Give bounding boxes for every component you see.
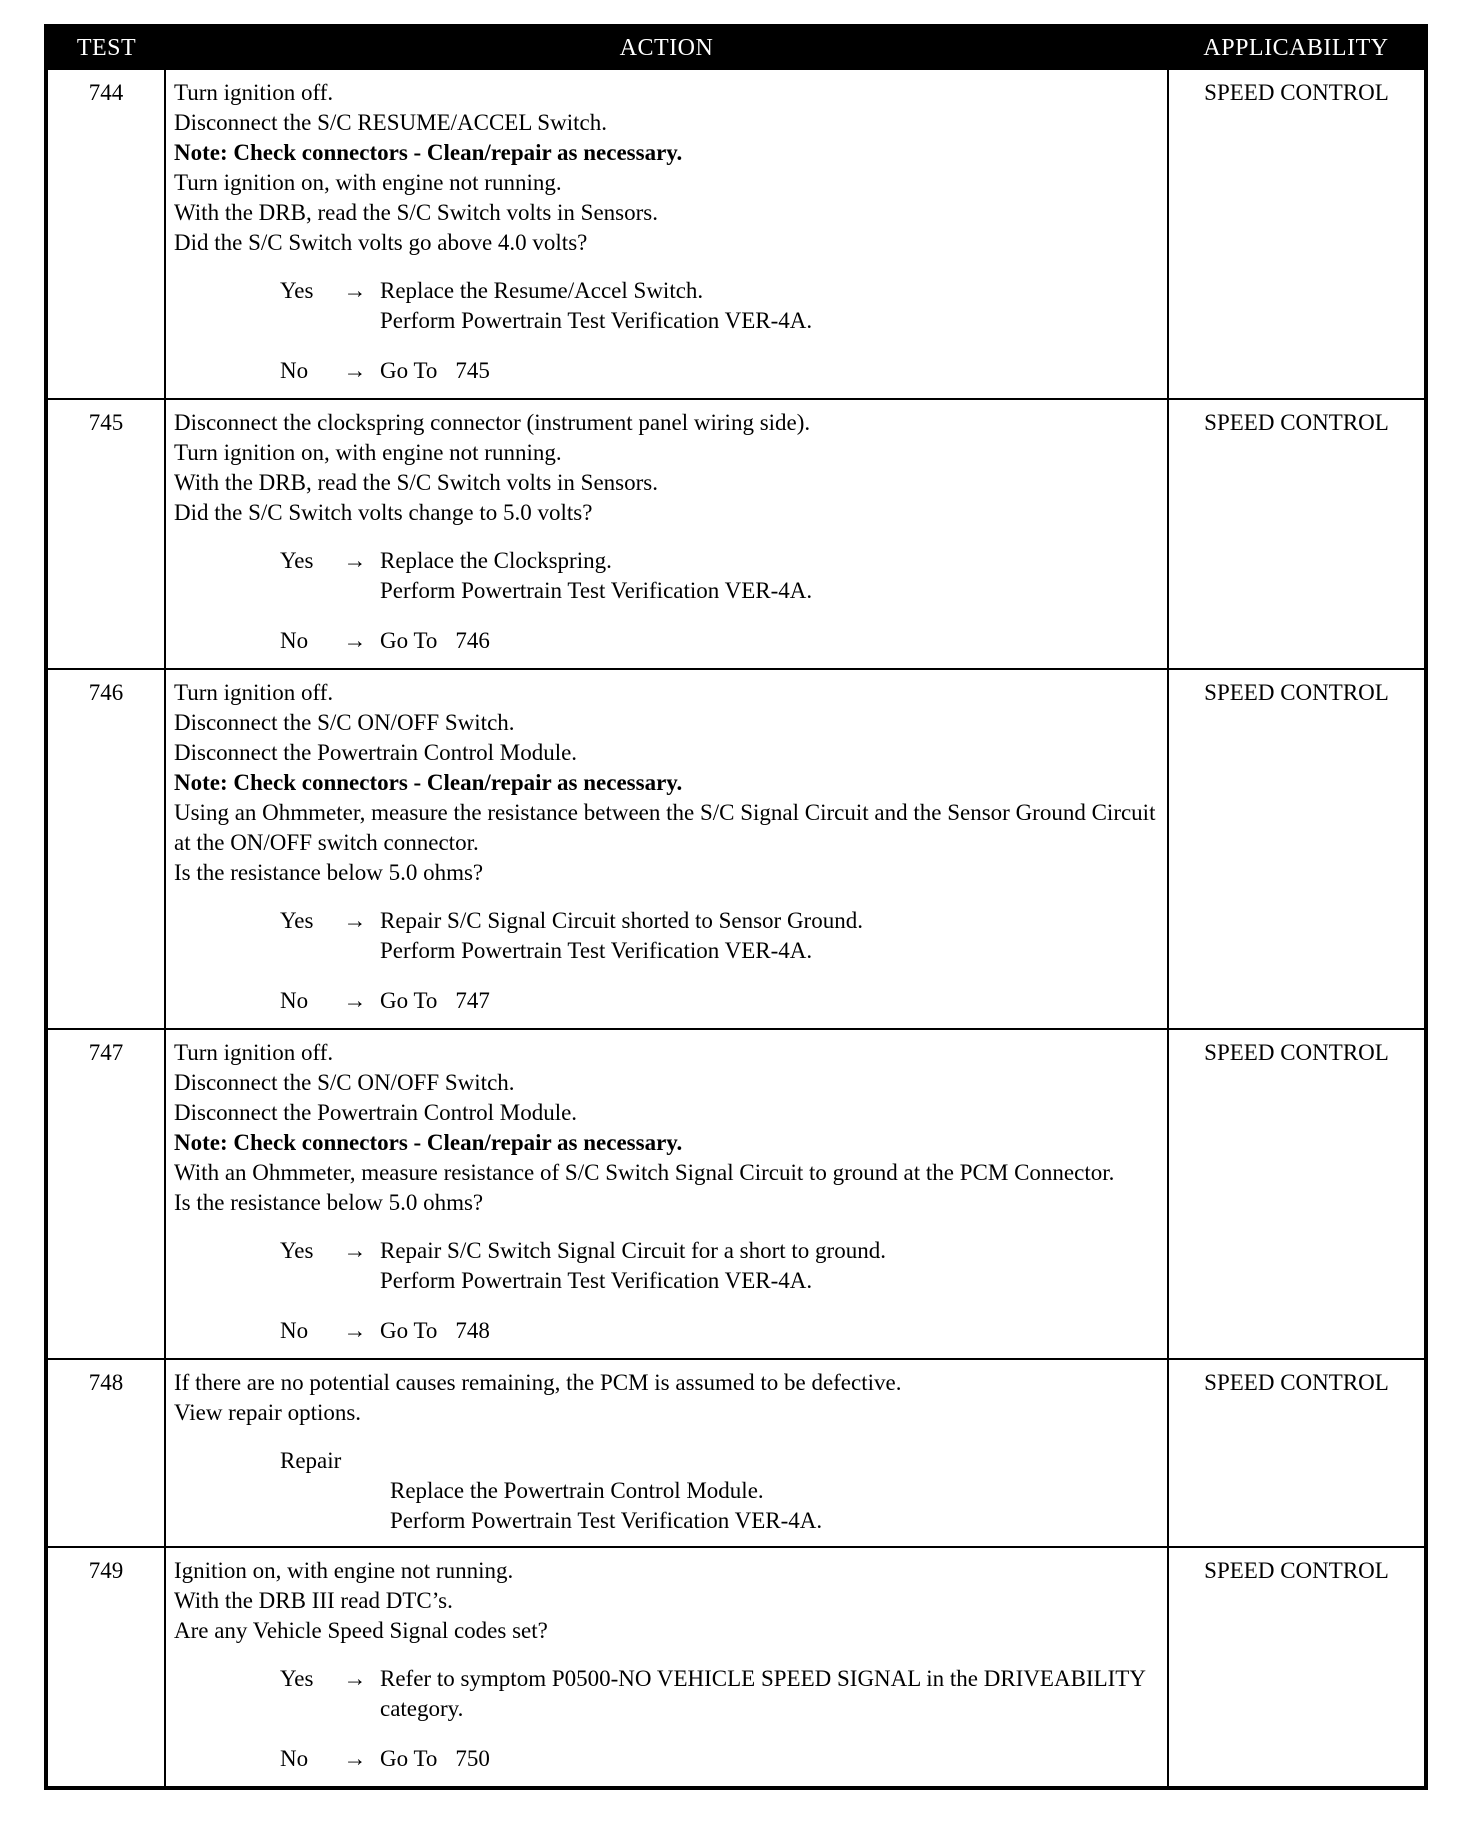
repair-line: Replace the Powertrain Control Module.: [390, 1478, 764, 1503]
goto-target: 745: [455, 358, 490, 383]
table-row: [46, 669, 1426, 1029]
outcome-body: [380, 356, 1167, 386]
table-row: [46, 399, 1426, 669]
arrow-icon: →: [343, 1238, 367, 1263]
outcomes-list: [174, 276, 1167, 386]
action-step: Disconnect the Powertrain Control Module.: [174, 740, 578, 765]
action-step: Turn ignition off.: [174, 680, 334, 705]
outcome-body: [380, 276, 1167, 336]
outcome-label: No: [280, 1318, 309, 1343]
outcome-label: No: [280, 358, 309, 383]
outcome-label: Yes: [280, 908, 314, 933]
action-cell: [165, 1029, 1168, 1359]
outcome-line: Perform Powertrain Test Verification VER-4A.: [380, 938, 813, 963]
action-step: Ignition on, with engine not running.: [174, 1558, 514, 1583]
no-outcome: [280, 986, 1167, 1016]
goto-target: 750: [455, 1746, 490, 1771]
diagnostic-test-table: [44, 24, 1428, 1790]
arrow-icon: →: [343, 1746, 367, 1771]
test-number: 746: [46, 669, 165, 1029]
outcome-line: Perform Powertrain Test Verification VER-4A.: [380, 578, 813, 603]
applicability-cell: SPEED CONTROL: [1168, 69, 1426, 399]
outcome-body: [380, 1316, 1167, 1346]
outcome-body: [380, 626, 1167, 656]
arrow-icon: →: [343, 278, 367, 303]
action-step: Disconnect the S/C RESUME/ACCEL Switch.: [174, 110, 607, 135]
outcome-label: Yes: [280, 548, 314, 573]
note-step: Note: Check connectors - Clean/repair as necessary.: [174, 140, 683, 165]
goto-label: Go To: [380, 1318, 438, 1343]
outcome-line: Perform Powertrain Test Verification VER-4A.: [380, 308, 813, 333]
action-step: View repair options.: [174, 1400, 362, 1425]
yes-outcome: [280, 276, 1167, 336]
action-step: Is the resistance below 5.0 ohms?: [174, 860, 484, 885]
test-number: 745: [46, 399, 165, 669]
table-row: [46, 1547, 1426, 1788]
action-cell: [165, 1359, 1168, 1547]
action-step: With the DRB, read the S/C Switch volts in Sensors.: [174, 200, 658, 225]
action-step: With the DRB, read the S/C Switch volts in Sensors.: [174, 470, 658, 495]
outcomes-list: [174, 1236, 1167, 1346]
repair-label: Repair: [280, 1448, 342, 1473]
table-body: [46, 69, 1426, 1788]
outcome-label: Yes: [280, 278, 314, 303]
no-outcome: [280, 626, 1167, 656]
test-number: 747: [46, 1029, 165, 1359]
outcome-label: Yes: [280, 1238, 314, 1263]
action-cell: [165, 69, 1168, 399]
outcome-body: [380, 986, 1167, 1016]
action-step: Disconnect the S/C ON/OFF Switch.: [174, 1070, 515, 1095]
outcome-line: Refer to symptom P0500-NO VEHICLE SPEED SIGNAL in the DRIVEABILITY category.: [380, 1666, 1146, 1721]
outcome-body: [380, 1236, 1167, 1296]
outcomes-list: [174, 546, 1167, 656]
repair-lines: [280, 1476, 1167, 1536]
goto-target: 746: [455, 628, 490, 653]
action-step: Are any Vehicle Speed Signal codes set?: [174, 1618, 548, 1643]
outcome-body: [380, 546, 1167, 606]
goto-label: Go To: [380, 988, 438, 1013]
action-step: Disconnect the clockspring connector (instrument panel wiring side).: [174, 410, 811, 435]
action-step: With an Ohmmeter, measure resistance of S/C Switch Signal Circuit to ground at the PCM Connector.: [174, 1160, 1115, 1185]
test-number: 749: [46, 1547, 165, 1788]
table-header: [46, 26, 1426, 69]
action-step: Is the resistance below 5.0 ohms?: [174, 1190, 484, 1215]
outcome-label: No: [280, 628, 309, 653]
goto-target: 747: [455, 988, 490, 1013]
outcome-line: Repair S/C Switch Signal Circuit for a short to ground.: [380, 1238, 886, 1263]
outcome-line: Replace the Resume/Accel Switch.: [380, 278, 704, 303]
table-row: [46, 69, 1426, 399]
action-step: Did the S/C Switch volts go above 4.0 volts?: [174, 230, 588, 255]
header-action: ACTION: [165, 26, 1168, 69]
action-cell: [165, 1547, 1168, 1788]
header-test: TEST: [46, 26, 165, 69]
arrow-icon: →: [343, 1318, 367, 1343]
action-step: Turn ignition off.: [174, 80, 334, 105]
action-step: Did the S/C Switch volts change to 5.0 volts?: [174, 500, 593, 525]
outcome-line: Replace the Clockspring.: [380, 548, 612, 573]
test-number: 744: [46, 69, 165, 399]
outcome-label: No: [280, 988, 309, 1013]
yes-outcome: [280, 906, 1167, 966]
applicability-cell: SPEED CONTROL: [1168, 669, 1426, 1029]
applicability-cell: SPEED CONTROL: [1168, 1547, 1426, 1788]
yes-outcome: [280, 1664, 1167, 1724]
arrow-icon: →: [343, 1666, 367, 1691]
action-step: Disconnect the S/C ON/OFF Switch.: [174, 710, 515, 735]
outcome-line: Repair S/C Signal Circuit shorted to Sensor Ground.: [380, 908, 863, 933]
outcome-body: [380, 906, 1167, 966]
outcome-label: No: [280, 1746, 309, 1771]
goto-label: Go To: [380, 1746, 438, 1771]
action-step: Turn ignition off.: [174, 1040, 334, 1065]
outcome-body: [380, 1664, 1167, 1724]
yes-outcome: [280, 1236, 1167, 1296]
action-step: Using an Ohmmeter, measure the resistance between the S/C Signal Circuit and the Sensor Ground Circuit at the ON/OFF switch connector.: [174, 800, 1162, 855]
diagnostic-procedure-page: [44, 24, 1424, 1790]
arrow-icon: →: [343, 548, 367, 573]
action-cell: [165, 669, 1168, 1029]
applicability-cell: SPEED CONTROL: [1168, 399, 1426, 669]
applicability-cell: SPEED CONTROL: [1168, 1029, 1426, 1359]
table-row: [46, 1029, 1426, 1359]
action-step: Turn ignition on, with engine not running.: [174, 170, 562, 195]
arrow-icon: →: [343, 358, 367, 383]
action-cell: [165, 399, 1168, 669]
arrow-icon: →: [343, 908, 367, 933]
yes-outcome: [280, 546, 1167, 606]
action-step: Disconnect the Powertrain Control Module.: [174, 1100, 578, 1125]
no-outcome: [280, 1316, 1167, 1346]
outcome-body: [380, 1744, 1167, 1774]
outcomes-list: [174, 906, 1167, 1016]
goto-label: Go To: [380, 628, 438, 653]
test-number: 748: [46, 1359, 165, 1547]
repair-options: [174, 1446, 1167, 1542]
action-step: Turn ignition on, with engine not running.: [174, 440, 562, 465]
arrow-icon: →: [343, 988, 367, 1013]
header-applicability: APPLICABILITY: [1168, 26, 1426, 69]
note-step: Note: Check connectors - Clean/repair as necessary.: [174, 770, 683, 795]
no-outcome: [280, 356, 1167, 386]
table-row: [46, 1359, 1426, 1547]
no-outcome: [280, 1744, 1167, 1774]
action-step: With the DRB III read DTC’s.: [174, 1588, 453, 1613]
outcomes-list: [174, 1664, 1167, 1774]
goto-target: 748: [455, 1318, 490, 1343]
outcome-label: Yes: [280, 1666, 314, 1691]
action-step: If there are no potential causes remaining, the PCM is assumed to be defective.: [174, 1370, 902, 1395]
arrow-icon: →: [343, 628, 367, 653]
note-step: Note: Check connectors - Clean/repair as necessary.: [174, 1130, 683, 1155]
goto-label: Go To: [380, 358, 438, 383]
applicability-cell: SPEED CONTROL: [1168, 1359, 1426, 1547]
repair-line: Perform Powertrain Test Verification VER-4A.: [390, 1508, 823, 1533]
outcome-line: Perform Powertrain Test Verification VER-4A.: [380, 1268, 813, 1293]
